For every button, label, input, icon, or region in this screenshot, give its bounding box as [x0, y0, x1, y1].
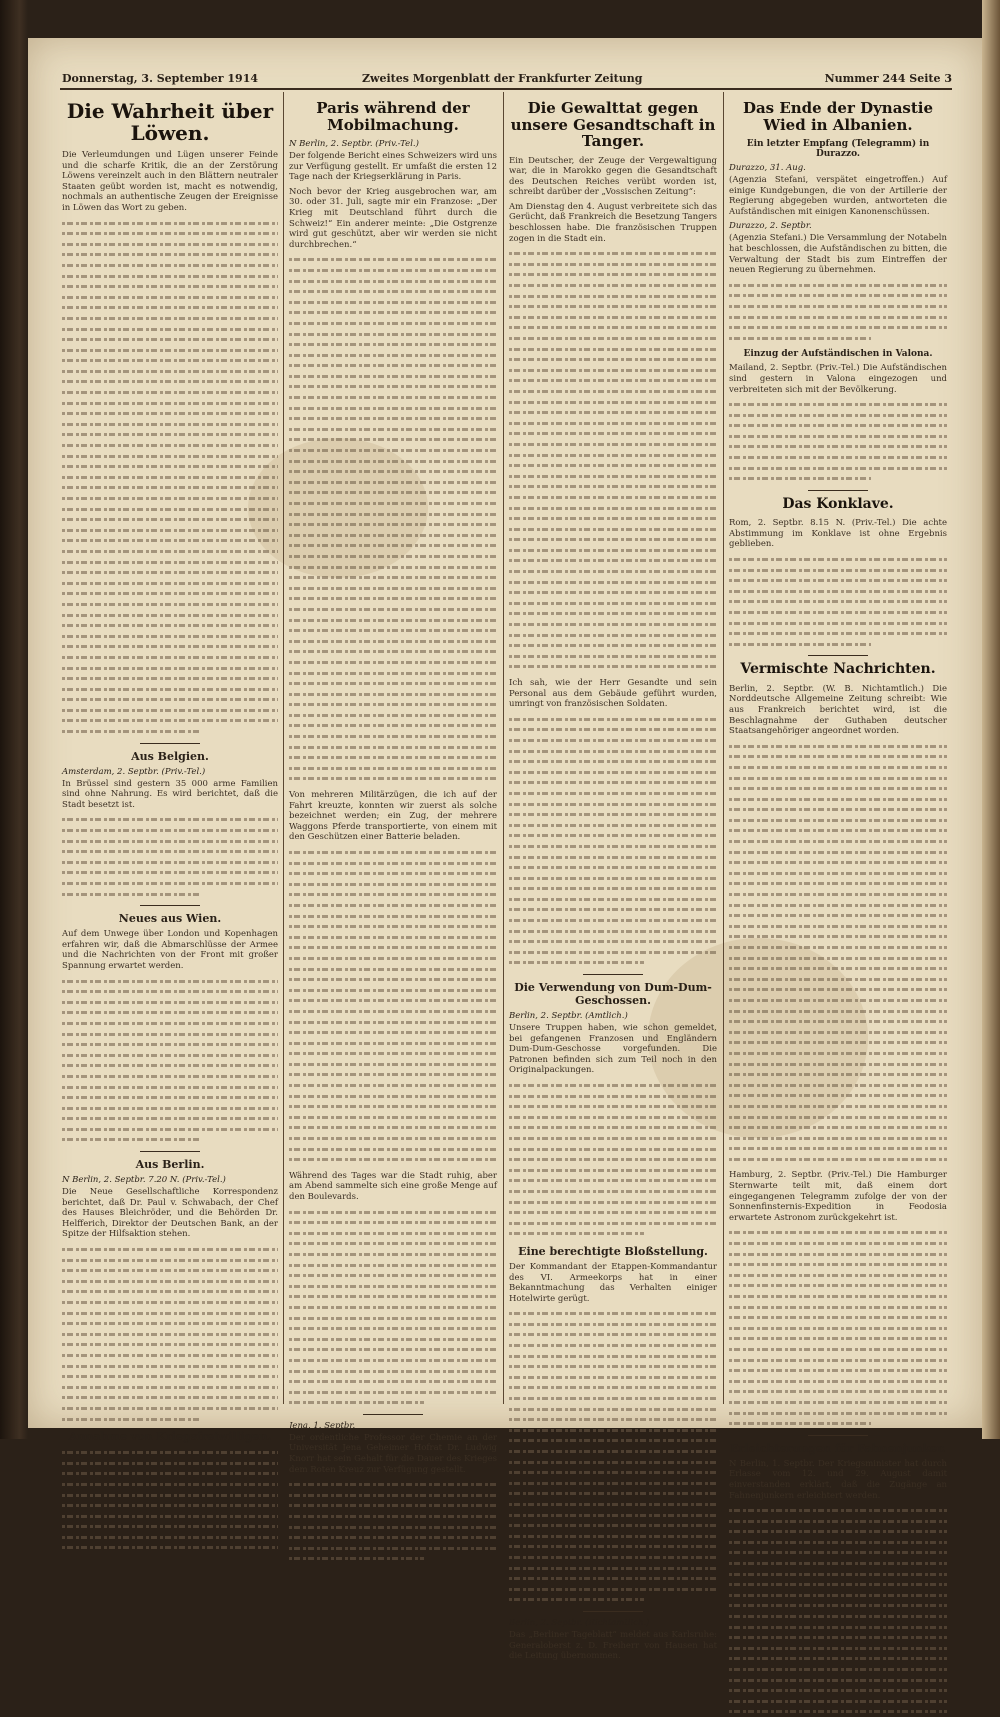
article-paragraph: Ich sah, wie der Herr Gesandte und sein Personal aus dem Gebäude geführt wurden, umringt von französischen Soldaten. [509, 678, 717, 710]
article-paragraph: Die Verleumdungen und Lügen unserer Feinde und die scharfe Kritik, die an der Zerstörung Löwens vereinzelt auch in den Blättern neutraler Staaten geübt worden ist, macht es notwendig, nochmals an authentische Zeugen der Ereignisse in Löwen das Wort zu geben. [62, 150, 278, 213]
article-paragraph: Hamburg, 2. Septbr. (Priv.-Tel.) Die Hamburger Sternwarte teilt mit, daß einem dort eingegangenen Telegramm zufolge der von der Sonnenfinsternis-Expedition in Feodosia erwartete Astronom zurückgekehrt ist. [729, 1170, 947, 1223]
article-paragraph: Unsere Truppen haben, wie schon gemeldet, bei gefangenen Franzosen und Engländern Dum-Dum-Geschosse vorgefunden. Die Patronen befinden sich zum Teil noch in den Originalpackungen. [509, 1023, 717, 1076]
text-block [729, 1227, 947, 1428]
column-separator [723, 92, 724, 1404]
text-block [62, 814, 278, 899]
section-heading: Die Verwendung von Dum-Dum-Geschossen. [514, 981, 712, 1008]
section-heading: Erleichterungen für Fahnenjunker. [730, 1441, 946, 1455]
column-2 [289, 96, 497, 1693]
dateline: Amsterdam, 2. Septbr. (Priv.-Tel.) [62, 766, 206, 777]
article-paragraph: (Agenzia Stefani.) Die Versammlung der Notabeln hat beschlossen, die Aufständischen zu bitten, die Verwaltung der Stadt bis zum Eintreffen der neuen Regierung zu übernehmen. [729, 233, 947, 276]
text-block [729, 741, 947, 1165]
section-heading: Das Konklave. [782, 495, 894, 512]
dateline: N Berlin, 2. Septbr. (Priv.-Tel.) [289, 139, 419, 149]
text-block [509, 1080, 717, 1239]
article-paragraph: Der folgende Bericht eines Schweizers wird uns zur Verfügung gestellt. Er umfaßt die ersten 12 Tage nach der Kriegserklärung in Paris. [289, 151, 497, 183]
article-paragraph: Rom, 2. Septbr. 8.15 N. (Priv.-Tel.) Die achte Abstimmung im Konklave ist ohne Ergebnis geblieben. [729, 518, 947, 550]
article-paragraph: Das „Berliner Tageblatt“ meldet aus Karlsruhe: Generaloberst z. D. Freiherr von Hausen hat die Leitung übernommen. [509, 1629, 717, 1662]
article-headline: Die Gewalttat gegen unsere Gesandtschaft in Tanger. [510, 99, 716, 150]
dateline: Durazzo, 31. Aug. [729, 163, 806, 173]
text-block [289, 254, 497, 784]
article-paragraph: Berlin, 2. Septbr. (W. B. Nichtamtlich.) Die Norddeutsche Allgemeine Zeitung schreibt: Wie aus Frankreich berichtet wird, ist die Beschlagnahme der Guthaben deutscher Staatsangehöriger angeordnet worden. [729, 683, 947, 737]
column-3 [509, 96, 717, 1693]
column-1 [62, 96, 278, 1693]
page-edge [982, 0, 1000, 1439]
article-paragraph: In Brüssel sind gestern 35 000 arme Familien sind ohne Nahrung. Es wird berichtet, daß die Stadt besetzt ist. [62, 778, 278, 810]
article-paragraph: Mailand, 2. Septbr. (Priv.-Tel.) Die Aufständischen sind gestern in Valona eingezogen und verbreiteten sich mit der Bevölkerung. [729, 363, 947, 395]
text-block [289, 1207, 497, 1408]
text-block [62, 976, 278, 1146]
text-block [62, 1447, 278, 1553]
article-headline: Das Ende der Dynastie Wied in Albanien. [742, 99, 934, 134]
header-date: Donnerstag, 3. September 1914 [62, 72, 259, 85]
article-paragraph: Ein Deutscher, der Zeuge der Vergewaltigung war, die in Marokko gegen die Gesandtschaft des Deutschen Reiches verübt worden ist, schreibt darüber der „Vossischen Zeitung“: [509, 155, 717, 198]
section-heading: Annahme von Kriegsfreiwilligen. [68, 1430, 272, 1444]
text-block [509, 1308, 717, 1605]
article-paragraph: Noch bevor der Krieg ausgebrochen war, am 30. oder 31. Juli, sagte mir ein Franzose: „Der Krieg mit Deutschland führt durch die Schweiz!“ Ein anderer meinte: „Die Ostgrenze wird gut geschützt, aber wir werden sie nicht durchbrechen.“ [289, 186, 497, 250]
text-block [729, 554, 947, 649]
section-heading: Aus Berlin. [135, 1158, 205, 1172]
column-separator [503, 92, 504, 1404]
dateline: N Berlin, 2. Septbr. 7.20 N. (Priv.-Tel.) [62, 1175, 226, 1186]
article-paragraph: Auf dem Unwege über London und Kopenhagen erfahren wir, daß die Abmarschlüsse der Armee und die Nachrichten von der Front mit großer Spannung erwartet werden. [62, 929, 278, 971]
article-paragraph: (Agenzia Stefani, verspätet eingetroffen.) Auf einige Kundgebungen, die von der Artillerie der Regierung abgegeben wurden, antworteten die Aufständischen mit einigen Kanonenschüssen. [729, 175, 947, 217]
text-block [729, 280, 947, 344]
article-paragraph: Der ordentliche Professor der Chemie an der Universität Jena Geheimer Hofrat Dr. Ludwig Knorr hat sein Gehalt für die Dauer des Krieges dem Roten Kreuz zur Verfügung gestellt. [289, 1432, 497, 1475]
book-binding [0, 0, 28, 1439]
article-paragraph: Von mehreren Militärzügen, die ich auf der Fahrt kreuzte, konnten wir zuerst als solche bezeichnet werden; ein Zug, der mehrere Waggons Pferde transportierte, von einem mit den Geschützen einer Batterie beladen. [289, 790, 497, 843]
text-block [62, 218, 278, 737]
sub-heading: Einzug der Aufständischen in Valona. [743, 349, 933, 360]
section-heading: Aus Belgien. [131, 749, 209, 763]
sub-heading: Ein letzter Empfang (Telegramm) in Durazzo. [746, 139, 930, 159]
article-paragraph: Die Neue Gesellschaftliche Korrespondenz berichtet, daß Dr. Paul v. Schwabach, der Chef des Hauses Bleichröder, und die Behörden Dr. Helfferich, Direktor der Deutschen Bank, an der Spitze der Hilfsaktion stehen. [62, 1187, 278, 1240]
dateline: Berlin, 2. Septbr. (Richtamtlich.) [509, 1617, 650, 1628]
text-block [729, 399, 947, 484]
section-heading: Vermischte Nachrichten. [740, 661, 936, 678]
article-paragraph: Am Dienstag den 4. August verbreitete sich das Gerücht, daß Frankreich die Besetzung Tangers beschlossen habe. Die französischen Truppen zogen in die Stadt ein. [509, 201, 717, 244]
text-block [509, 714, 717, 968]
article-paragraph: Der Kommandant der Etappen-Kommandantur des VI. Armeekorps hat in einer Bekanntmachung das Verhalten einiger Hotelwirte gerügt. [509, 1261, 717, 1304]
section-heading: Neues aus Wien. [118, 912, 222, 926]
article-headline: Die Wahrheit über Löwen. [66, 99, 274, 145]
text-block [289, 1479, 497, 1564]
section-heading: Eine berechtigte Bloßstellung. [518, 1244, 708, 1258]
column-4 [729, 96, 947, 1693]
column-separator [283, 92, 284, 1404]
text-block [289, 847, 497, 1165]
header-page-number: Nummer 244 Seite 3 [824, 72, 952, 85]
article-headline: Paris während der Mobilmachung. [316, 99, 470, 134]
header-paper-title: Zweites Morgenblatt der Frankfurter Zeitung [362, 72, 643, 85]
dateline: Berlin, 2. Septbr. (Amtlich.) [509, 1011, 628, 1022]
header-rule [60, 88, 952, 90]
text-block [509, 248, 717, 672]
dateline: Durazzo, 2. Septbr. [729, 221, 812, 232]
dateline: Jena, 1. Septbr. [289, 1420, 356, 1431]
text-block [62, 1244, 278, 1424]
article-paragraph: Während des Tages war die Stadt ruhig, aber am Abend sammelte sich eine große Menge auf den Boulevards. [289, 1170, 497, 1202]
text-block [729, 1505, 947, 1717]
article-paragraph: N Berlin, 1. Septbr. Der Kriegsminister hat durch Erlasse vom 12. und 29. August damit einverstanden erklärt, daß die Zugänge an Fahnenjunkern erleichtert werden. [729, 1458, 947, 1501]
